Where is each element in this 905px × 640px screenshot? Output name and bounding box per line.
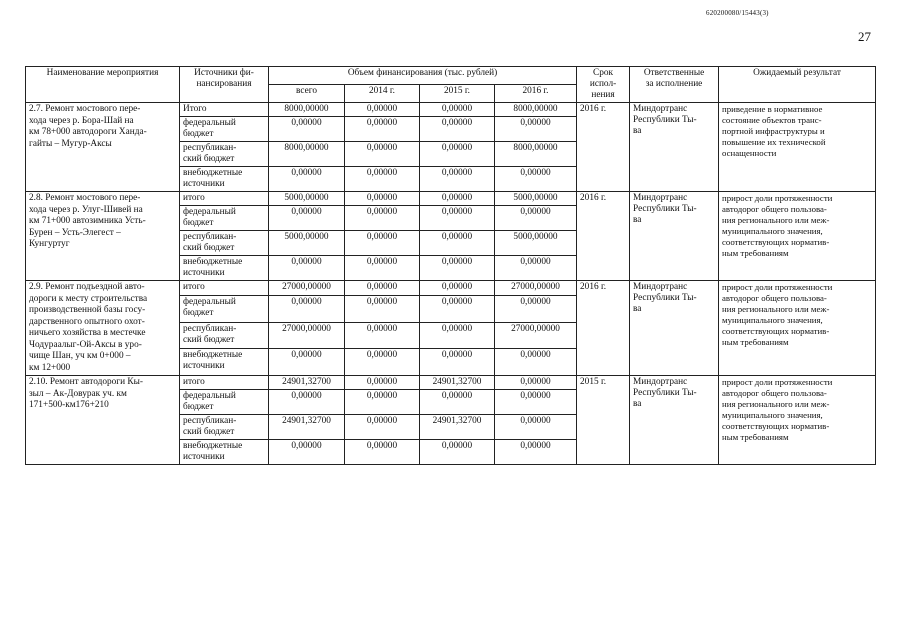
total-cell: 27000,00000 — [269, 322, 345, 349]
col-2015-header: 2015 г. — [420, 85, 495, 103]
year-2016-cell: 8000,00000 — [495, 142, 577, 167]
source-cell: Итого — [180, 103, 269, 117]
source-cell: внебюджетные источники — [180, 256, 269, 281]
financing-table — [25, 66, 876, 465]
responsible-cell: Миндортранс Республики Ты- ва — [630, 192, 719, 281]
source-cell: республикан- ский бюджет — [180, 231, 269, 256]
year-2014-cell: 0,00000 — [345, 376, 420, 390]
total-cell: 8000,00000 — [269, 103, 345, 117]
year-2014-cell: 0,00000 — [345, 231, 420, 256]
col-sources-header: Источники фи- нансирования — [180, 67, 269, 103]
year-2015-cell: 0,00000 — [420, 167, 495, 192]
year-2014-cell: 0,00000 — [345, 281, 420, 296]
year-2015-cell: 0,00000 — [420, 295, 495, 322]
col-total-header: всего — [269, 85, 345, 103]
measure-name-cell: 2.10. Ремонт автодороги Кы- зыл – Ак-Довурак уч. км 171+500-км176+210 — [26, 376, 180, 465]
deadline-cell: 2016 г. — [577, 103, 630, 192]
total-cell: 8000,00000 — [269, 142, 345, 167]
year-2015-cell: 0,00000 — [420, 281, 495, 296]
year-2016-cell: 0,00000 — [495, 206, 577, 231]
year-2015-cell: 0,00000 — [420, 349, 495, 376]
year-2015-cell: 0,00000 — [420, 117, 495, 142]
year-2016-cell: 0,00000 — [495, 415, 577, 440]
source-cell: внебюджетные источники — [180, 349, 269, 376]
year-2016-cell: 0,00000 — [495, 295, 577, 322]
table-row — [26, 103, 876, 117]
source-cell: федеральный бюджет — [180, 117, 269, 142]
total-cell: 24901,32700 — [269, 415, 345, 440]
total-cell: 0,00000 — [269, 390, 345, 415]
year-2016-cell: 0,00000 — [495, 256, 577, 281]
col-2016-header: 2016 г. — [495, 85, 577, 103]
year-2015-cell: 0,00000 — [420, 103, 495, 117]
page-number: 27 — [858, 29, 871, 44]
total-cell: 5000,00000 — [269, 231, 345, 256]
year-2016-cell: 0,00000 — [495, 376, 577, 390]
deadline-cell: 2016 г. — [577, 281, 630, 376]
source-cell: внебюджетные источники — [180, 167, 269, 192]
deadline-cell: 2015 г. — [577, 376, 630, 465]
year-2016-cell: 27000,00000 — [495, 281, 577, 296]
responsible-cell: Миндортранс Республики Ты- ва — [630, 376, 719, 465]
total-cell: 0,00000 — [269, 256, 345, 281]
expected-result-cell: прирост доли протяженности автодорог общего пользова- ния регионального или меж- муниципального значения, соответствующих норматив- ным требованиям — [719, 376, 876, 465]
measure-name-cell: 2.9. Ремонт подъездной авто- дороги к месту строительства производственной базы госу- дарственного опытного охот- ничьего хозяйства в местечке Чодураалыг-Ой-Аксы в уро- чище Шан, уч км 0+000 – км 12+000 — [26, 281, 180, 376]
responsible-cell: Миндортранс Республики Ты- ва — [630, 103, 719, 192]
measure-name-cell: 2.7. Ремонт мостового пере- хода через р. Бора-Шай на км 78+000 автодороги Ханда- гайты – Мугур-Аксы — [26, 103, 180, 192]
year-2014-cell: 0,00000 — [345, 295, 420, 322]
col-name-header: Наименование мероприятия — [26, 67, 180, 103]
source-cell: федеральный бюджет — [180, 390, 269, 415]
total-cell: 0,00000 — [269, 440, 345, 465]
total-cell: 0,00000 — [269, 117, 345, 142]
document-id: 620200080/15443(3) — [706, 9, 769, 17]
year-2014-cell: 0,00000 — [345, 142, 420, 167]
source-cell: республикан- ский бюджет — [180, 142, 269, 167]
year-2016-cell: 5000,00000 — [495, 231, 577, 256]
source-cell: итого — [180, 281, 269, 296]
source-cell: итого — [180, 376, 269, 390]
year-2016-cell: 0,00000 — [495, 349, 577, 376]
header-row-1 — [26, 67, 876, 85]
col-deadline-header: Срок испол- нения — [577, 67, 630, 103]
total-cell: 5000,00000 — [269, 192, 345, 206]
year-2016-cell: 0,00000 — [495, 390, 577, 415]
col-result-header: Ожидаемый результат — [719, 67, 876, 103]
year-2015-cell: 0,00000 — [420, 206, 495, 231]
year-2016-cell: 8000,00000 — [495, 103, 577, 117]
year-2015-cell: 0,00000 — [420, 231, 495, 256]
year-2016-cell: 0,00000 — [495, 167, 577, 192]
total-cell: 27000,00000 — [269, 281, 345, 296]
year-2014-cell: 0,00000 — [345, 256, 420, 281]
expected-result-cell: приведение в нормативное состояние объектов транс- портной инфраструктуры и повышение их технической оснащенности — [719, 103, 876, 192]
year-2015-cell: 0,00000 — [420, 440, 495, 465]
source-cell: федеральный бюджет — [180, 206, 269, 231]
year-2014-cell: 0,00000 — [345, 167, 420, 192]
source-cell: республикан- ский бюджет — [180, 415, 269, 440]
source-cell: республикан- ский бюджет — [180, 322, 269, 349]
year-2014-cell: 0,00000 — [345, 206, 420, 231]
expected-result-cell: прирост доли протяженности автодорог общего пользова- ния регионального или меж- муниципального значения, соответствующих норматив- ным требованиям — [719, 281, 876, 376]
table-row — [26, 192, 876, 206]
responsible-cell: Миндортранс Республики Ты- ва — [630, 281, 719, 376]
deadline-cell: 2016 г. — [577, 192, 630, 281]
total-cell: 0,00000 — [269, 349, 345, 376]
year-2015-cell: 24901,32700 — [420, 415, 495, 440]
year-2015-cell: 24901,32700 — [420, 376, 495, 390]
col-volume-header: Объем финансирования (тыс. рублей) — [269, 67, 577, 85]
year-2016-cell: 27000,00000 — [495, 322, 577, 349]
year-2016-cell: 0,00000 — [495, 117, 577, 142]
year-2015-cell: 0,00000 — [420, 192, 495, 206]
table-row — [26, 376, 876, 390]
year-2015-cell: 0,00000 — [420, 142, 495, 167]
table-row — [26, 281, 876, 296]
col-2014-header: 2014 г. — [345, 85, 420, 103]
total-cell: 0,00000 — [269, 295, 345, 322]
year-2014-cell: 0,00000 — [345, 103, 420, 117]
col-responsible-header: Ответственные за исполнение — [630, 67, 719, 103]
total-cell: 24901,32700 — [269, 376, 345, 390]
year-2015-cell: 0,00000 — [420, 256, 495, 281]
year-2016-cell: 5000,00000 — [495, 192, 577, 206]
year-2014-cell: 0,00000 — [345, 322, 420, 349]
year-2014-cell: 0,00000 — [345, 349, 420, 376]
total-cell: 0,00000 — [269, 167, 345, 192]
year-2015-cell: 0,00000 — [420, 322, 495, 349]
measure-name-cell: 2.8. Ремонт мостового пере- хода через р. Улуг-Шивей на км 71+000 автозимника Усть- Бурен – Усть-Элегест – Кунгуртуг — [26, 192, 180, 281]
year-2015-cell: 0,00000 — [420, 390, 495, 415]
table-body — [26, 103, 876, 465]
source-cell: итого — [180, 192, 269, 206]
year-2014-cell: 0,00000 — [345, 440, 420, 465]
source-cell: федеральный бюджет — [180, 295, 269, 322]
source-cell: внебюджетные источники — [180, 440, 269, 465]
year-2014-cell: 0,00000 — [345, 117, 420, 142]
total-cell: 0,00000 — [269, 206, 345, 231]
expected-result-cell: прирост доли протяженности автодорог общего пользова- ния регионального или меж- муниципального значения, соответствующих норматив- ным требованиям — [719, 192, 876, 281]
year-2016-cell: 0,00000 — [495, 440, 577, 465]
year-2014-cell: 0,00000 — [345, 390, 420, 415]
year-2014-cell: 0,00000 — [345, 415, 420, 440]
year-2014-cell: 0,00000 — [345, 192, 420, 206]
